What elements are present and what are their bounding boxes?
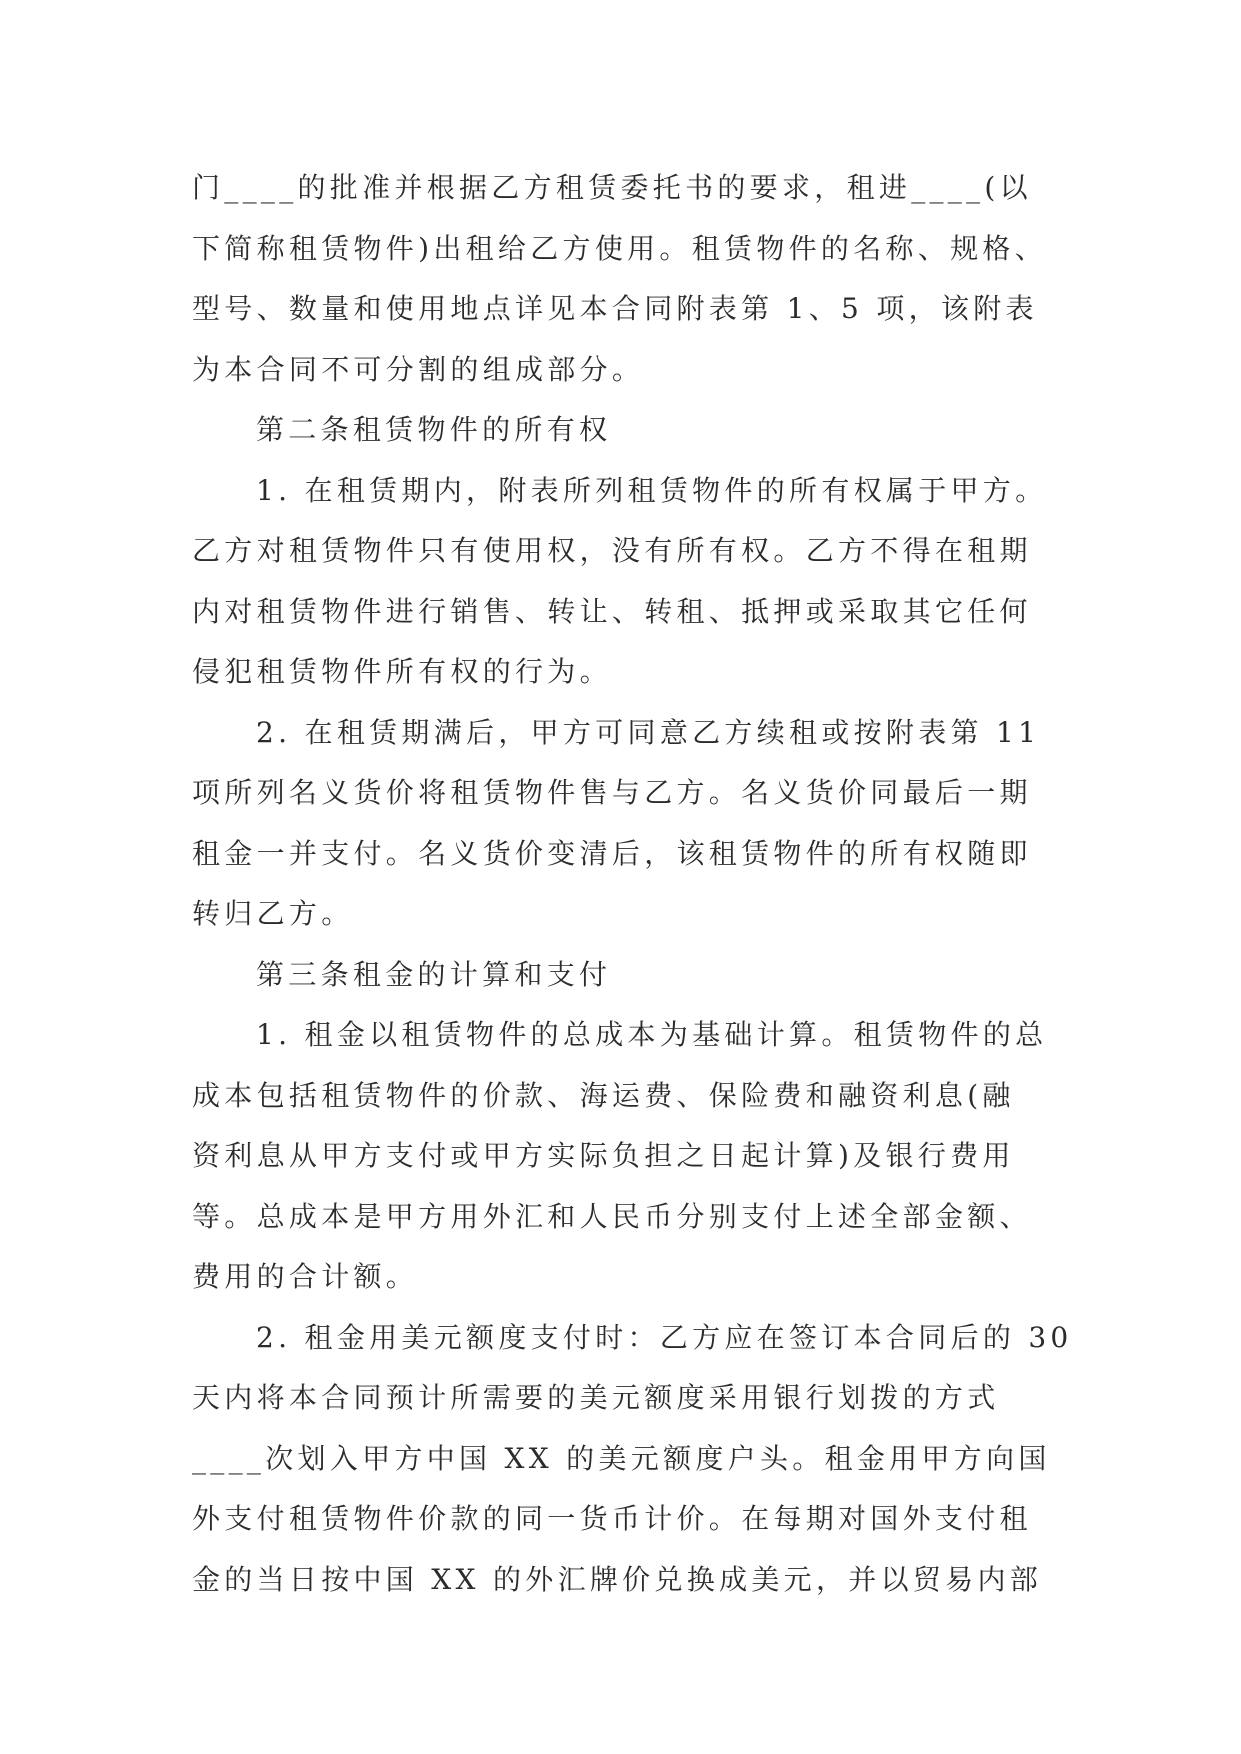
text-line: 等。总成本是甲方用外汇和人民币分别支付上述全部金额、 xyxy=(192,1199,1032,1233)
text-line: 转归乙方。 xyxy=(192,897,354,930)
text-line: 型号、数量和使用地点详见本合同附表第 1、5 项，该附表 xyxy=(192,292,1038,325)
text-line: 租金一并支付。名义货价变清后，该租赁物件的所有权随即 xyxy=(192,836,1032,870)
text-line: 第二条租赁物件的所有权 xyxy=(256,413,612,446)
text-line: 费用的合计额。 xyxy=(192,1260,419,1293)
text-line: 1. 在租赁期内，附表所列租赁物件的所有权属于甲方。 xyxy=(256,473,1048,507)
text-line: 1. 租金以租赁物件的总成本为基础计算。租赁物件的总 xyxy=(256,1018,1048,1051)
text-line: 2. 在租赁期满后，甲方可同意乙方续租或按附表第 11 xyxy=(256,715,1041,749)
text-line: 门____的批准并根据乙方租赁委托书的要求，租进____(以 xyxy=(192,171,1032,204)
text-line: 乙方对租赁物件只有使用权，没有所有权。乙方不得在租期 xyxy=(192,534,1032,567)
text-line: 金的当日按中国 XX 的外汇牌价兑换成美元，并以贸易内部 xyxy=(192,1562,1043,1596)
document-body xyxy=(192,158,1072,1610)
text-line: 下简称租赁物件)出租给乙方使用。租赁物件的名称、规格、 xyxy=(192,231,1048,265)
text-line: ____次划入甲方中国 XX 的美元额度户头。租金用甲方向国 xyxy=(192,1441,1051,1475)
text-line: 外支付租赁物件价款的同一货币计价。在每期对国外支付租 xyxy=(192,1502,1032,1535)
text-line: 成本包括租赁物件的价款、海运费、保险费和融资利息(融 xyxy=(192,1078,1015,1112)
text-line: 项所列名义货价将租赁物件售与乙方。名义货价同最后一期 xyxy=(192,776,1032,809)
text-line: 为本合同不可分割的组成部分。 xyxy=(192,352,645,386)
text-line: 2. 租金用美元额度支付时：乙方应在签订本合同后的 30 xyxy=(256,1320,1073,1354)
text-line: 侵犯租赁物件所有权的行为。 xyxy=(192,655,612,688)
text-line: 资利息从甲方支付或甲方实际负担之日起计算)及银行费用 xyxy=(192,1139,1015,1172)
text-line: 第三条租金的计算和支付 xyxy=(256,957,612,991)
text-line: 内对租赁物件进行销售、转让、转租、抵押或采取其它任何 xyxy=(192,594,1032,628)
text-line: 天内将本合同预计所需要的美元额度采用银行划拨的方式 xyxy=(192,1381,1000,1414)
